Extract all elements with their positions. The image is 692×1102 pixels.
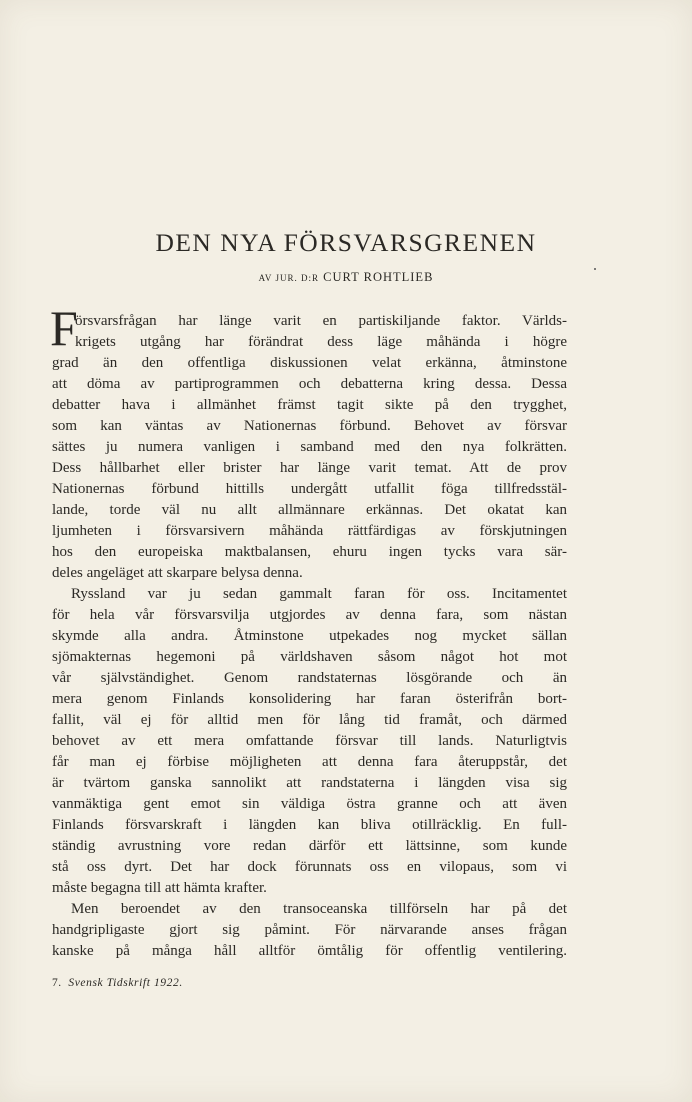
body-line: ständig avrustning vore redan därför ett lättsinne, som kunde	[52, 838, 567, 854]
body-line: stå oss dyrt. Det har dock förunnats oss en vilopaus, som vi	[52, 859, 567, 875]
body-line: handgripligaste gjort sig påmint. För närvarande anses frågan	[52, 922, 567, 938]
footer-signature	[52, 977, 183, 989]
body-line: sättes ju numera vanligen i samband med den nya folkrätten.	[52, 439, 567, 455]
body-line: Ryssland var ju sedan gammalt faran för oss. Incitamentet	[71, 586, 567, 602]
body-line: Nationernas förbund hittills undergått utfallit föga tillfredsstäl-	[52, 481, 567, 497]
body-line: som kan väntas av Nationernas förbund. Behovet av försvar	[52, 418, 567, 434]
paper-speck	[594, 268, 596, 270]
body-line: vanmäktiga gent emot sin väldiga östra granne och att även	[52, 796, 567, 812]
drop-cap: F	[50, 300, 78, 356]
article-title: DEN NYA FÖRSVARSGRENEN	[155, 228, 537, 257]
body-line: debatter hava i allmänhet främst tagit sikte på den trygghet,	[52, 397, 567, 413]
body-line: örsvarsfrågan har länge varit en partiskiljande faktor. Världs-	[75, 313, 567, 329]
body-line: hos den europeiska maktbalansen, ehuru ingen tycks vara sär-	[52, 544, 567, 560]
body-line: skymde alla andra. Åtminstone utpekades nog mycket sällan	[52, 628, 567, 644]
body-line: sjömakternas hegemoni på världshaven såsom något hot mot	[52, 649, 567, 665]
body-line: deles angeläget att skarpare belysa denna.	[52, 565, 303, 581]
body-line: för hela vår försvarsvilja utgjordes av denna fara, som nästan	[52, 607, 567, 623]
body-line: får man ej förbise möjligheten att denna fara återuppstår, det	[52, 754, 567, 770]
body-line: är tvärtom ganska sannolikt att randstaterna i längden visa sig	[52, 775, 567, 791]
journal-reference: Svensk Tidskrift 1922.	[68, 977, 183, 989]
body-line: fallit, väl ej för alltid men för lång tid framåt, och därmed	[52, 712, 567, 728]
body-line: måste begagna till att hämta krafter.	[52, 880, 267, 896]
body-line: grad än den offentliga diskussionen velat erkänna, åtminstone	[52, 355, 567, 371]
body-line: kanske på många håll alltför ömtålig för offentlig ventilering.	[52, 943, 567, 959]
body-line: Dess hållbarhet eller brister har länge varit temat. Att de prov	[52, 460, 567, 476]
body-line: mera genom Finlands konsolidering har faran österifrån bort-	[52, 691, 567, 707]
body-line: krigets utgång har förändrat dess läge måhända i högre	[75, 334, 567, 350]
byline-prefix: AV JUR. D:R	[258, 273, 319, 283]
body-line: lande, torde väl nu allt allmännare erkännas. Det okatat kan	[52, 502, 567, 518]
body-line: vår självständighet. Genom randstaternas lösgörande och än	[52, 670, 567, 686]
signature-number: 7.	[52, 977, 62, 989]
body-line: att döma av partiprogrammen och debatterna kring dessa. Dessa	[52, 376, 567, 392]
body-line: Men beroendet av den transoceanska tillförseln har på det	[71, 901, 567, 917]
body-line: Finlands försvarskraft i längden kan bliva otillräcklig. En full-	[52, 817, 567, 833]
body-line: ljumheten i försvarsivern måhända rättfärdigas av förskjutningen	[52, 523, 567, 539]
byline-author: CURT ROHTLIEB	[323, 270, 434, 284]
body-line: behovet av ett mera omfattande försvar till lands. Naturligtvis	[52, 733, 567, 749]
byline	[0, 270, 692, 285]
